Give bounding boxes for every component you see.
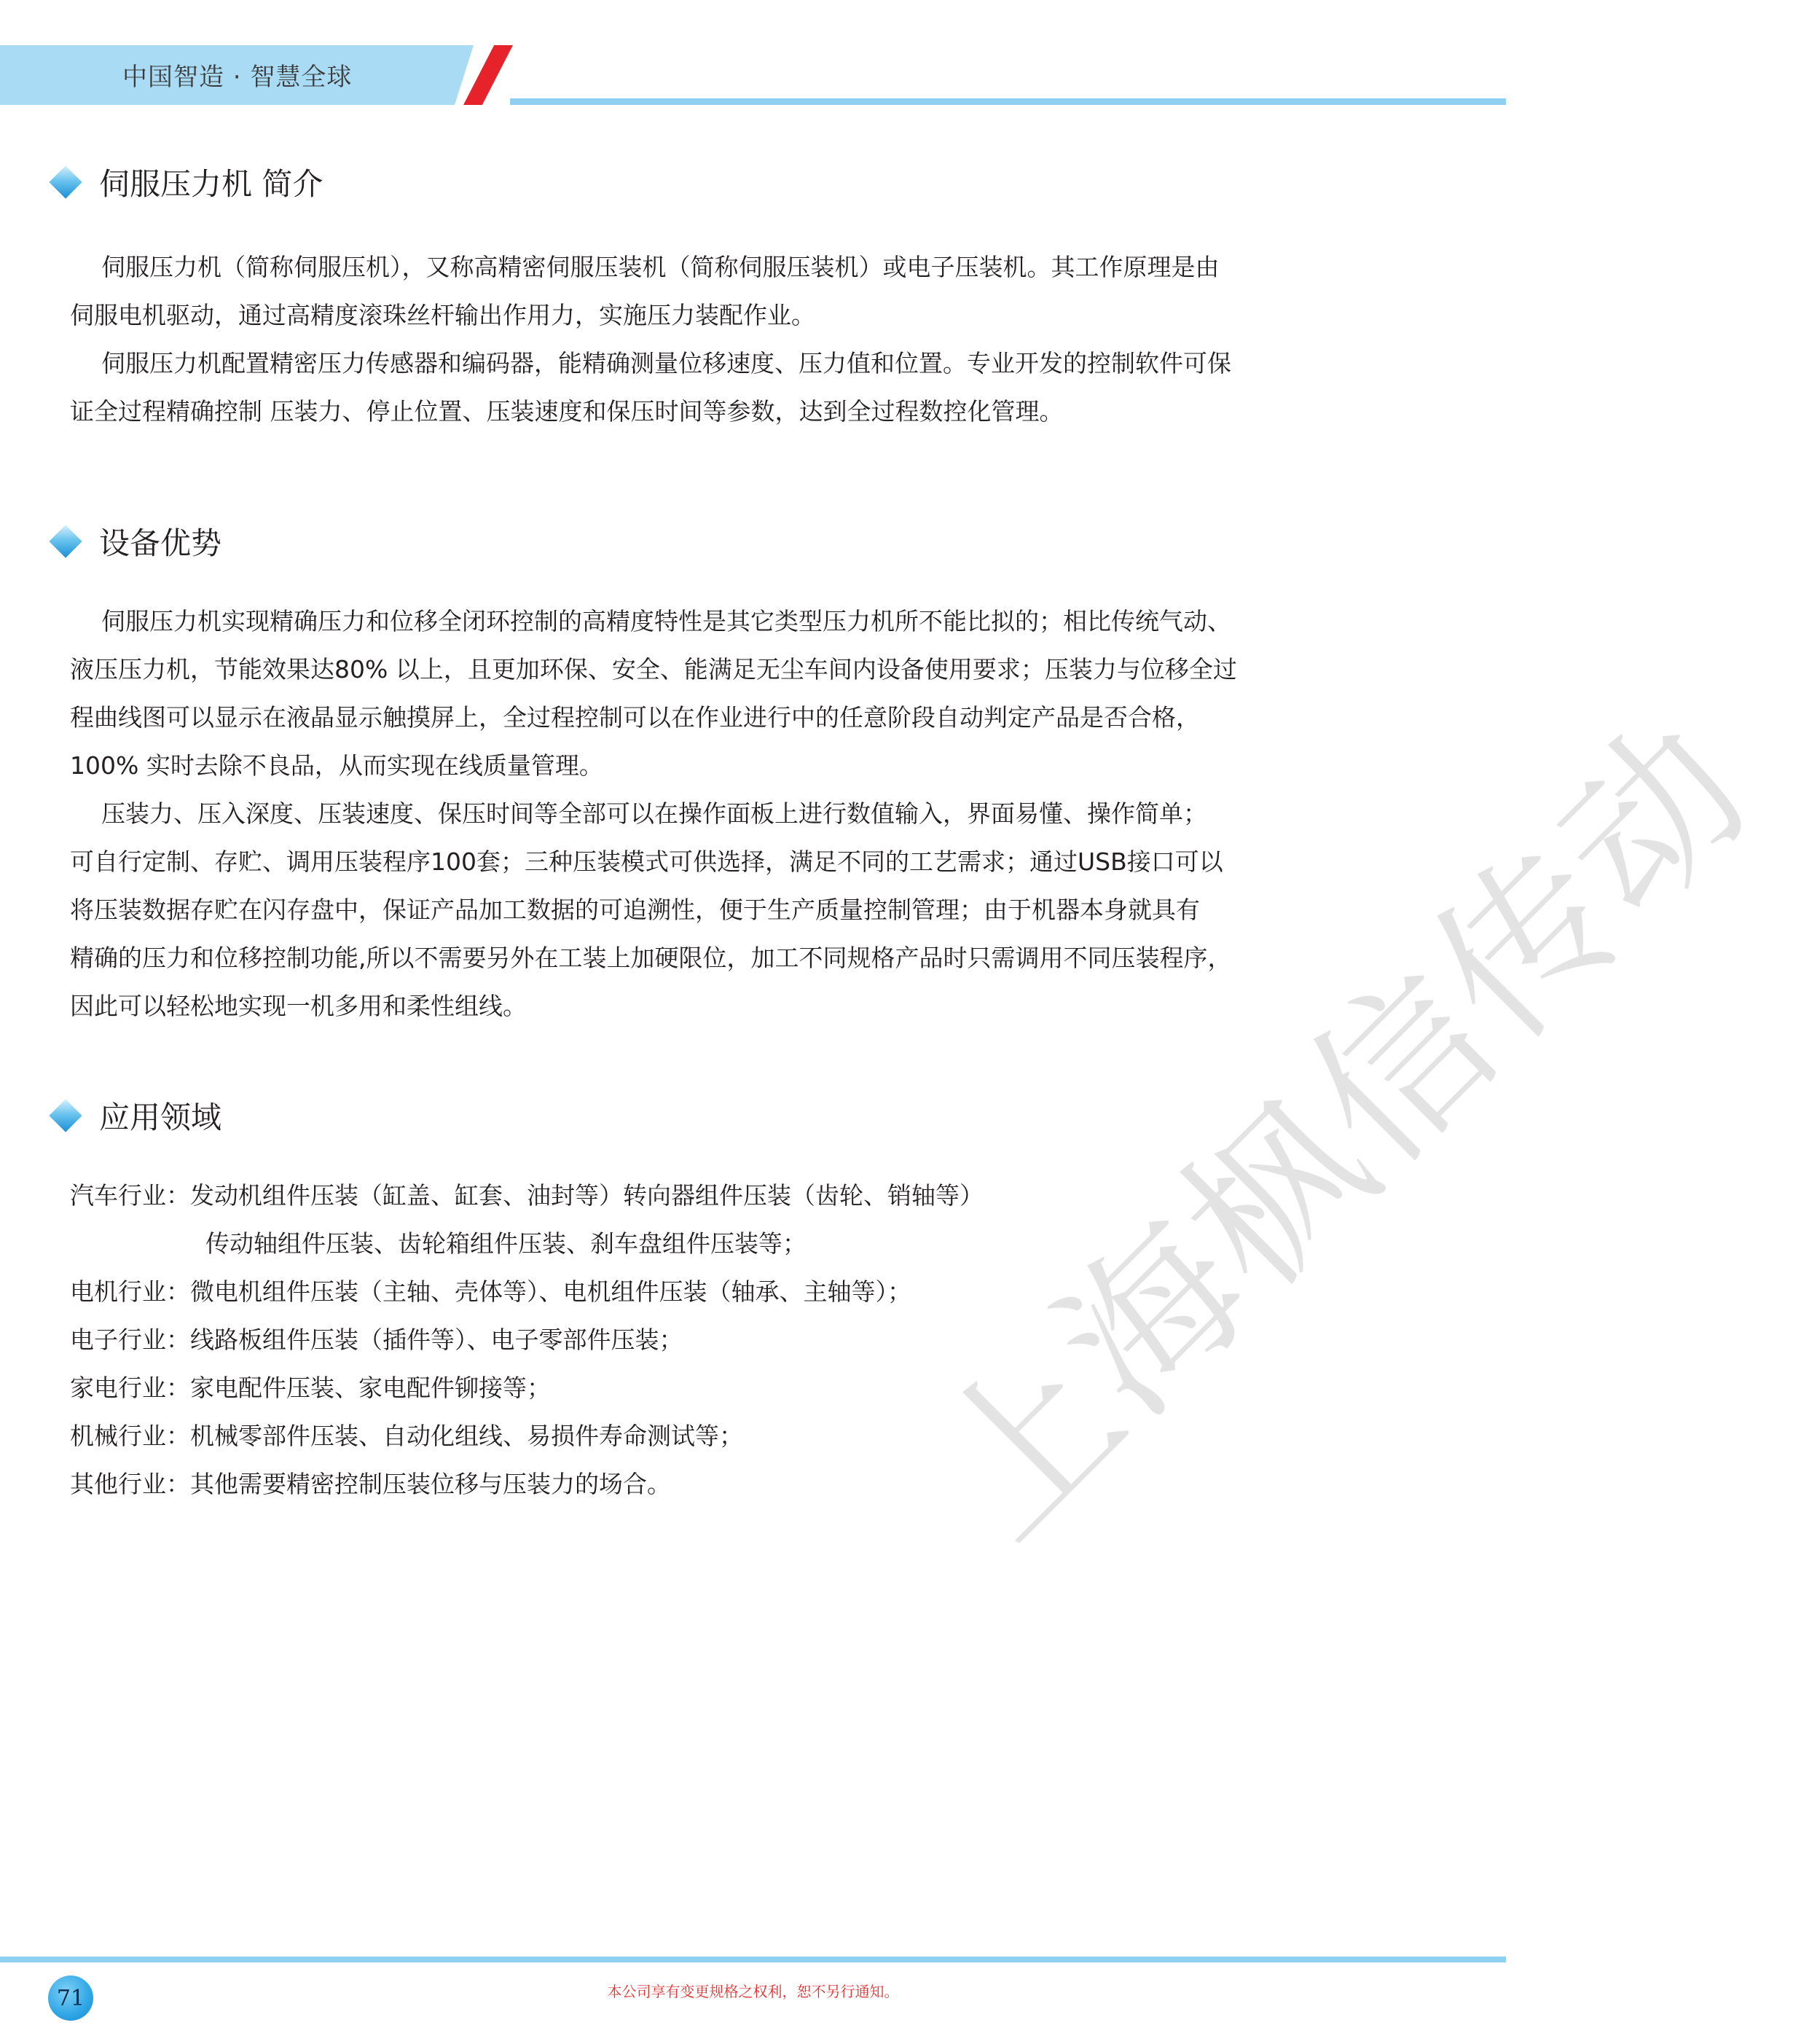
text-line: 伺服压力机（简称伺服压机），又称高精密伺服压装机（简称伺服压装机）或电子压装机。其工作原理是由 <box>101 253 1220 281</box>
section-heading-applications <box>52 1094 221 1137</box>
section-title: 设备优势 <box>99 525 222 561</box>
section-heading-intro <box>52 160 323 204</box>
section-title: 应用领域 <box>99 1100 222 1135</box>
application-row: 家电行业：家电配件压装、家电配件铆接等； <box>70 1374 551 1402</box>
text-line: 伺服压力机配置精密压力传感器和编码器，能精确测量位移速度、压力值和位置。专业开发的控制软件可保 <box>101 349 1231 377</box>
application-row: 汽车行业：发动机组件压装（缸盖、缸套、油封等）转向器组件压装（齿轮、销轴等） <box>70 1181 984 1210</box>
section-heading-advantages <box>52 520 221 563</box>
text-line: 证全过程精确控制 压装力、停止位置、压装速度和保压时间等参数，达到全过程数控化管理。 <box>70 397 1064 426</box>
page-number: 71 <box>56 1985 85 2011</box>
text-line: 伺服电机驱动，通过高精度滚珠丝杆输出作用力，实施压力装配作业。 <box>70 301 815 329</box>
section-title: 伺服压力机 简介 <box>99 166 323 202</box>
text-line: 可自行定制、存贮、调用压装程序100套；三种压装模式可供选择，满足不同的工艺需求；通过USB接口可以 <box>70 847 1223 876</box>
brand-slogan: 中国智造 · 智慧全球 <box>122 63 353 92</box>
watermark: 上海枫信传动 <box>897 685 1787 1575</box>
text-line: 精确的压力和位移控制功能,所以不需要另外在工装上加硬限位，加工不同规格产品时只需调用不同压装程序， <box>70 944 1232 972</box>
text-line: 液压压力机，节能效果达80% 以上，且更加环保、安全、能满足无尘车间内设备使用要求；压装力与位移全过 <box>70 655 1237 684</box>
text-line: 100% 实时去除不良品，从而实现在线质量管理。 <box>70 751 603 780</box>
application-row: 机械行业：机械零部件压装、自动化组线、易损件寿命测试等； <box>70 1422 743 1450</box>
footer-rule <box>0 1957 1506 1962</box>
footer-notice: 本公司享有变更规格之权利，恕不另行通知。 <box>607 1983 899 2000</box>
application-row: 电机行业：微电机组件压装（主轴、壳体等）、电机组件压装（轴承、主轴等）； <box>70 1277 911 1306</box>
diamond-bullet-icon <box>49 165 82 198</box>
intro-body <box>70 243 1367 436</box>
text-line: 程曲线图可以显示在液晶显示触摸屏上，全过程控制可以在作业进行中的任意阶段自动判定产品是否合格， <box>70 703 1200 732</box>
application-row: 电子行业：线路板组件压装（插件等）、电子零部件压装； <box>70 1326 683 1354</box>
diamond-bullet-icon <box>49 525 82 557</box>
header-rule <box>510 98 1506 105</box>
application-row: 传动轴组件压装、齿轮箱组件压装、刹车盘组件压装等； <box>205 1229 807 1258</box>
application-row: 其他行业：其他需要精密控制压装位移与压装力的场合。 <box>70 1470 671 1498</box>
text-line: 压装力、压入深度、压装速度、保压时间等全部可以在操作面板上进行数值输入，界面易懂、操作简单； <box>101 799 1207 828</box>
diamond-bullet-icon <box>49 1099 82 1132</box>
applications-list <box>70 1172 1367 1508</box>
text-line: 将压装数据存贮在闪存盘中，保证产品加工数据的可追溯性，便于生产质量控制管理；由于机器本身就具有 <box>70 896 1200 924</box>
advantages-body <box>70 598 1367 1030</box>
text-line: 因此可以轻松地实现一机多用和柔性组线。 <box>70 992 527 1020</box>
text-line: 伺服压力机实现精确压力和位移全闭环控制的高精度特性是其它类型压力机所不能比拟的；相比传统气动、 <box>101 607 1231 635</box>
